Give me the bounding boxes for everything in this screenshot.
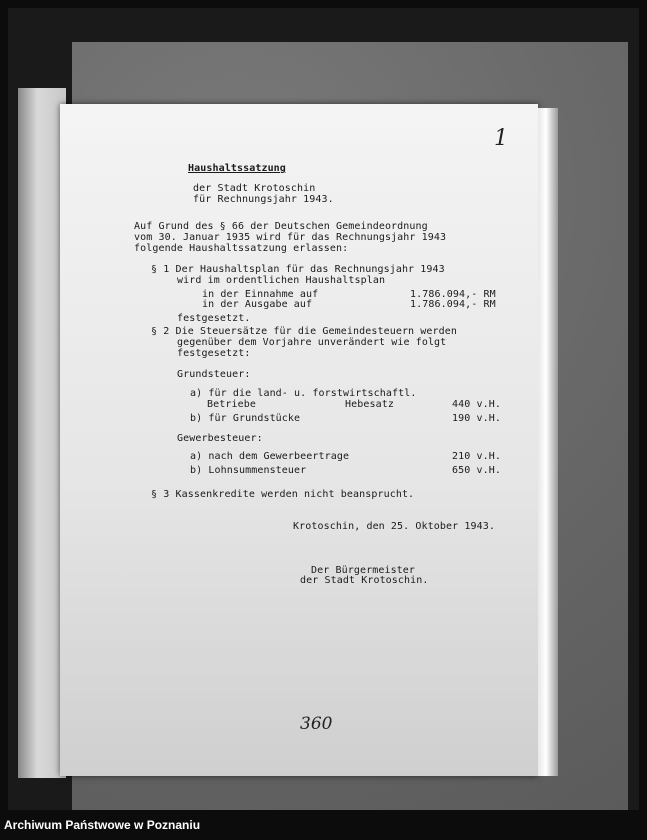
intro-line-2: vom 30. Januar 1935 wird für das Rechnungsjahr 1943 (134, 232, 447, 243)
gewerbesteuer-heading: Gewerbesteuer: (177, 433, 263, 444)
gewerbesteuer-a-label: a) nach dem Gewerbeertrage (190, 451, 350, 462)
section-3: § 3 Kassenkredite werden nicht beansprucht. (151, 489, 415, 500)
grundsteuer-heading: Grundsteuer: (177, 369, 251, 380)
place-date: Krotoschin, den 25. Oktober 1943. (293, 521, 495, 532)
grundsteuer-a-value: 440 v.H. (452, 399, 501, 410)
intro-line-3: folgende Haushaltssatzung erlassen: (134, 243, 349, 254)
grundsteuer-a-line-2: Betriebe (207, 399, 256, 410)
gewerbesteuer-b-value: 650 v.H. (452, 465, 501, 476)
section-2-line-1: § 2 Die Steuersätze für die Gemeindesteuern werden (151, 326, 458, 337)
expense-label: in der Ausgabe auf (202, 299, 313, 310)
signer-line-1: Der Bürgermeister (311, 565, 416, 576)
grundsteuer-b-label: b) für Grundstücke (190, 413, 301, 424)
section-2-line-2: gegenüber dem Vorjahre unverändert wie folgt (177, 337, 447, 348)
income-label: in der Einnahme auf (202, 289, 319, 300)
income-value: 1.786.094,- RM (410, 289, 496, 300)
expense-value: 1.786.094,- RM (410, 299, 496, 310)
festgesetzt-text: festgesetzt. (177, 313, 251, 324)
document-subtitle-2: für Rechnungsjahr 1943. (193, 194, 334, 205)
intro-line-1: Auf Grund des § 66 der Deutschen Gemeindeordnung (134, 221, 428, 232)
archive-name-caption: Archiwum Państwowe w Poznaniu (4, 818, 201, 832)
folio-number-handwritten: 360 (300, 714, 333, 734)
grundsteuer-a-line-1: a) für die land- u. forstwirtschaftl. (190, 388, 417, 399)
document-title: Haushaltssatzung (188, 163, 286, 174)
document-subtitle-1: der Stadt Krotoschin (193, 183, 316, 194)
page-edge (538, 108, 558, 776)
grundsteuer-b-value: 190 v.H. (452, 413, 501, 424)
section-1-line-1: § 1 Der Haushaltsplan für das Rechnungsjahr 1943 (151, 264, 445, 275)
signer-line-2: der Stadt Krotoschin. (300, 575, 429, 586)
page-number-handwritten: 1 (494, 126, 508, 151)
gewerbesteuer-b-label: b) Lohnsummensteuer (190, 465, 307, 476)
left-sheet-edge (18, 88, 66, 778)
gewerbesteuer-a-value: 210 v.H. (452, 451, 501, 462)
section-1-line-2: wird im ordentlichen Haushaltsplan (177, 275, 386, 286)
grundsteuer-a-hebesatz: Hebesatz (345, 399, 394, 410)
section-2-line-3: festgesetzt: (177, 348, 251, 359)
